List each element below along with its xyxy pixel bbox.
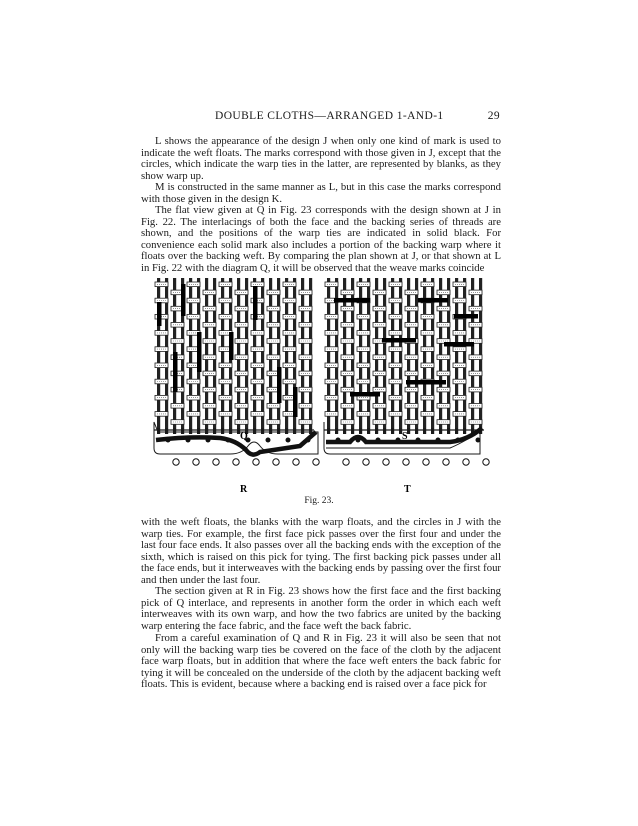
weft-dot bbox=[456, 438, 461, 443]
warp-tie-mark bbox=[418, 298, 448, 303]
warp-end-tick bbox=[447, 428, 450, 434]
running-header bbox=[160, 110, 500, 126]
weft-dot bbox=[336, 438, 341, 443]
weave-diagram-s bbox=[324, 278, 484, 434]
weft-circle bbox=[253, 459, 259, 465]
weft-circle bbox=[423, 459, 429, 465]
paragraph-2 bbox=[141, 182, 501, 205]
label-r: R bbox=[240, 484, 248, 495]
paragraph-6 bbox=[141, 633, 501, 691]
paragraph-1 bbox=[141, 136, 501, 182]
weft-dot bbox=[186, 438, 191, 443]
warp-end-tick bbox=[189, 428, 192, 434]
weft-circle bbox=[443, 459, 449, 465]
warp-end-tick bbox=[197, 428, 200, 434]
warp-end-tick bbox=[285, 428, 288, 434]
warp-end-tick bbox=[391, 428, 394, 434]
weft-circle bbox=[403, 459, 409, 465]
warp-tie-mark bbox=[406, 380, 446, 385]
weft-dot bbox=[376, 438, 381, 443]
warp-end-tick bbox=[181, 428, 184, 434]
warp-tie-mark bbox=[253, 286, 258, 320]
warp-tie-mark bbox=[334, 298, 370, 303]
paragraph-1-text: L shows the appearance of the design J when only one kind of mark is used to indicate the weft floats. The marks correspond with those given in J, except that the circles, which indicate the warp ties in the latter, are represented by blanks, as they show warp up. bbox=[141, 135, 501, 182]
warp-tie-mark bbox=[350, 392, 380, 397]
weft-dot bbox=[436, 438, 441, 443]
warp-end-tick bbox=[367, 428, 370, 434]
paragraph-3-text: The flat view given at Q in Fig. 23 corresponds with the design shown at J in Fig. 22. The interlacings of both the face and the backing series of threads are shown, and the positions of the warp ties are indicated in solid black. For convenience each solid mark also includes a portion of the backing warp where it floats over the backing weft. By comparing the plan shown at J, or that shown at L in Fig. 22 with the diagram Q, it will be observed that the weave marks coincide bbox=[141, 204, 501, 274]
paragraph-5 bbox=[141, 586, 501, 632]
warp-tie-mark bbox=[181, 284, 186, 316]
paragraph-5-text: The section given at R in Fig. 23 shows how the first face and the first backing pick of Q interlace, and represents in another form the order in which each weft interweaves with its own warp, and how the two fabrics are united by the backing warp entering the face fabric, and the face weft the back fabric. bbox=[141, 585, 501, 632]
weft-circle bbox=[483, 459, 489, 465]
warp-tie-mark bbox=[157, 302, 162, 326]
paragraph-4 bbox=[141, 517, 501, 587]
paragraph-2-text: M is constructed in the same manner as L, but in this case the marks correspond with those given in the design K. bbox=[141, 181, 501, 205]
warp-tie-mark bbox=[444, 342, 474, 347]
warp-tie-mark bbox=[277, 367, 282, 403]
warp-end-tick bbox=[165, 428, 168, 434]
warp-end-tick bbox=[277, 428, 280, 434]
page-number: 29 bbox=[487, 110, 500, 122]
weft-circle bbox=[363, 459, 369, 465]
weft-circle bbox=[343, 459, 349, 465]
warp-end-tick bbox=[343, 428, 346, 434]
weft-dot bbox=[166, 438, 171, 443]
warp-end-tick bbox=[205, 428, 208, 434]
warp-end-tick bbox=[383, 428, 386, 434]
weft-dot bbox=[306, 438, 311, 443]
warp-tie-mark bbox=[173, 352, 178, 392]
label-t: T bbox=[404, 484, 411, 495]
warp-end-tick bbox=[359, 428, 362, 434]
weft-dot bbox=[206, 438, 211, 443]
warp-end-tick bbox=[335, 428, 338, 434]
warp-end-tick bbox=[213, 428, 216, 434]
warp-end-tick bbox=[269, 428, 272, 434]
figure-caption: Fig. 23. bbox=[304, 496, 334, 506]
warp-end-tick bbox=[431, 428, 434, 434]
weft-circle bbox=[463, 459, 469, 465]
warp-end-tick bbox=[253, 428, 256, 434]
weft-dot bbox=[266, 438, 271, 443]
warp-end-tick bbox=[415, 428, 418, 434]
warp-end-tick bbox=[293, 428, 296, 434]
weft-circle bbox=[233, 459, 239, 465]
warp-tie-mark bbox=[229, 332, 234, 360]
weft-dot bbox=[356, 438, 361, 443]
weave-diagram-q bbox=[154, 278, 314, 434]
warp-end-tick bbox=[173, 428, 176, 434]
running-title: DOUBLE CLOTHS—ARRANGED 1-AND-1 bbox=[215, 110, 444, 122]
weft-circle bbox=[193, 459, 199, 465]
weft-dot bbox=[476, 438, 481, 443]
paragraph-3 bbox=[141, 205, 501, 275]
paragraph-6-text: From a careful examination of Q and R in Fig. 23 it will also be seen that not only will the backing warp ties be covered on the face of the cloth by the adjacent face warp floats, but in addition that where the face weft enters the back fabric for tying it will be concealed on the underside of the cloth by the adjacent backing weft floats. This is evident, because where a backing end is raised over a face pick for bbox=[141, 632, 501, 691]
warp-end-tick bbox=[423, 428, 426, 434]
warp-end-tick bbox=[261, 428, 264, 434]
weft-circle bbox=[273, 459, 279, 465]
warp-end-tick bbox=[221, 428, 224, 434]
warp-tie-mark bbox=[197, 332, 202, 372]
label-s: S bbox=[402, 431, 408, 442]
warp-tie-mark bbox=[454, 314, 478, 319]
warp-end-tick bbox=[439, 428, 442, 434]
weft-circle bbox=[313, 459, 319, 465]
warp-end-tick bbox=[455, 428, 458, 434]
label-q: Q bbox=[240, 431, 248, 442]
paragraph-4-text: with the weft floats, the blanks with the warp floats, and the circles in J with the warp ties. For example, the first face pick passes over the first four and under the last four face ends. It also passes over all the backing ends with the exception of the sixth, which is raised on this pick for tying. The first backing pick passes under all the face ends, but it interweaves with the backing ends by passing over the first four and then under the last four. bbox=[141, 516, 501, 586]
weft-circle bbox=[213, 459, 219, 465]
warp-tie-mark bbox=[382, 338, 416, 343]
weft-dot bbox=[416, 438, 421, 443]
weft-dot bbox=[396, 438, 401, 443]
warp-end-tick bbox=[229, 428, 232, 434]
figure-23-drawing bbox=[150, 272, 490, 497]
weft-dot bbox=[226, 438, 231, 443]
figure-23 bbox=[150, 272, 490, 497]
warp-end-tick bbox=[375, 428, 378, 434]
weft-dot bbox=[286, 438, 291, 443]
warp-tie-mark bbox=[293, 387, 298, 417]
weft-circle bbox=[293, 459, 299, 465]
warp-end-tick bbox=[301, 428, 304, 434]
warp-end-tick bbox=[463, 428, 466, 434]
weft-circle bbox=[383, 459, 389, 465]
warp-end-tick bbox=[327, 428, 330, 434]
warp-end-tick bbox=[351, 428, 354, 434]
weft-circle bbox=[173, 459, 179, 465]
